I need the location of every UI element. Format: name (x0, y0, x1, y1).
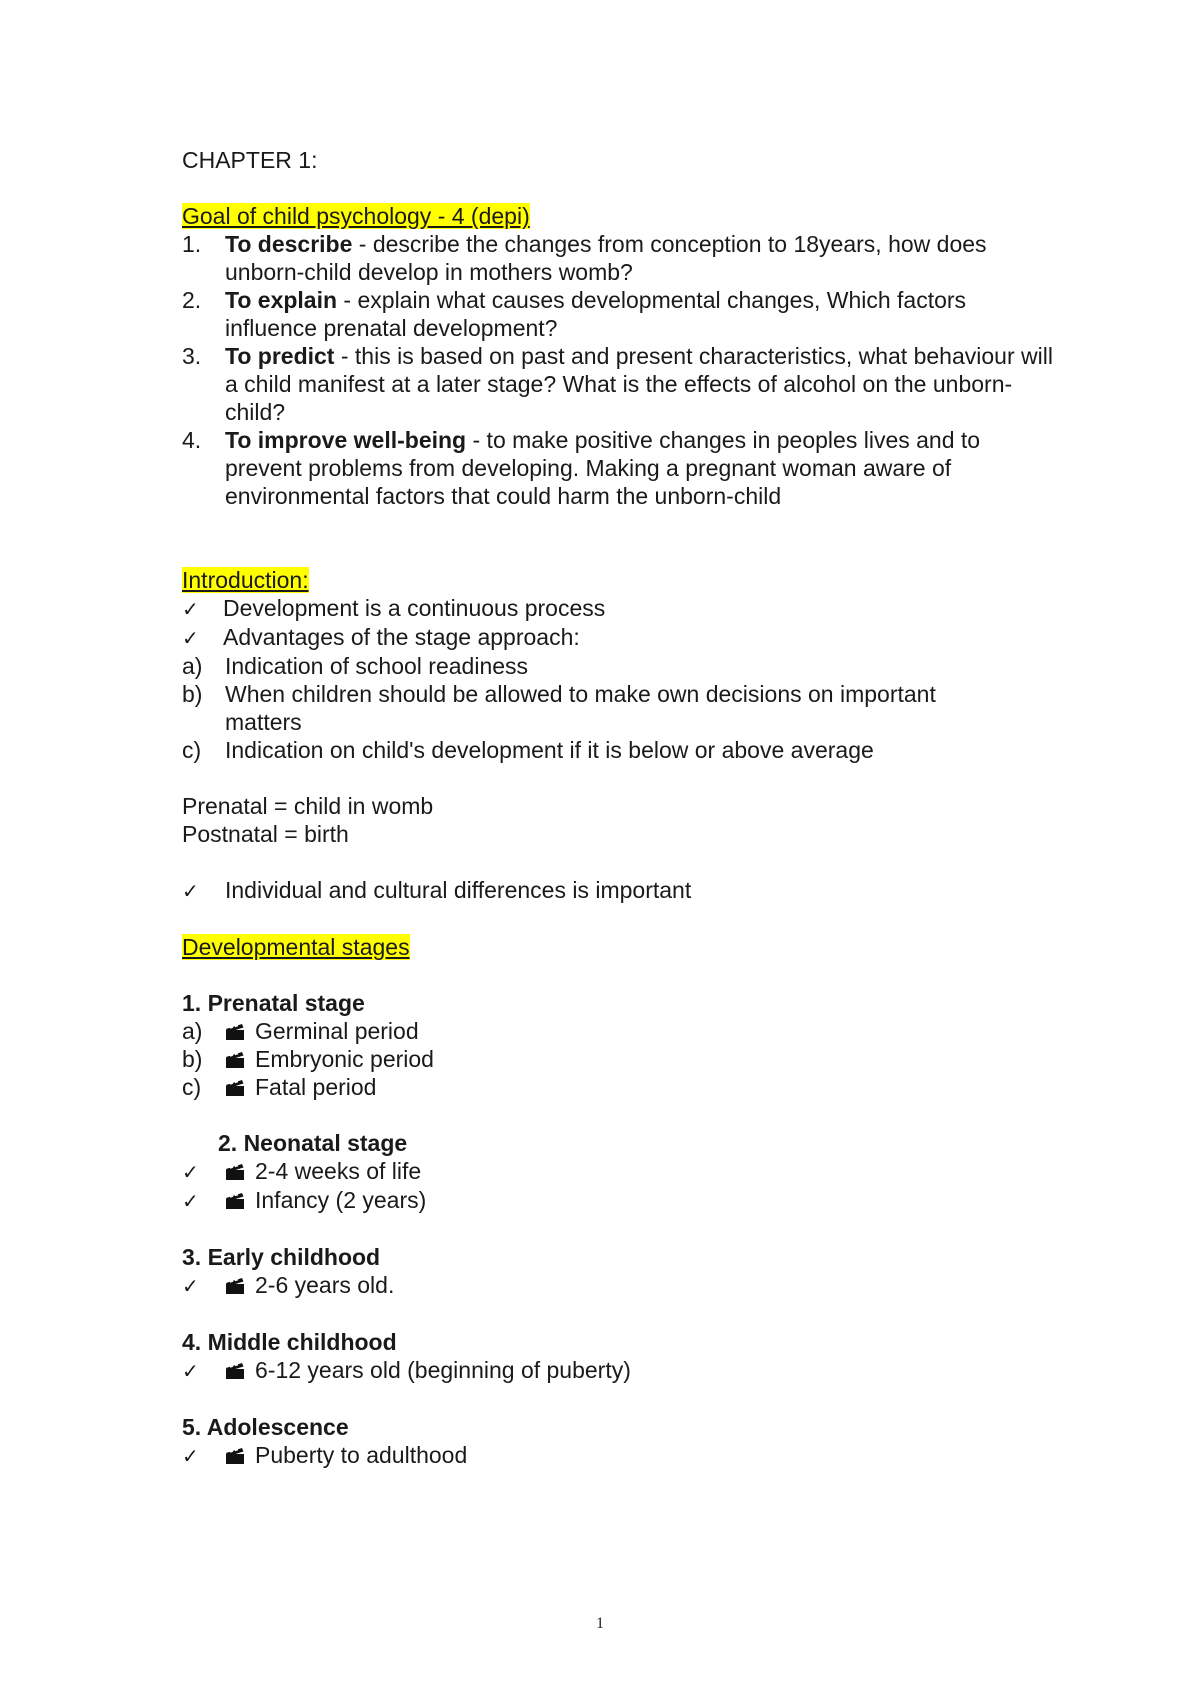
goal-text: - to make positive changes in peoples lives and to prevent problems from developing. Making a pregnant woman aware of environmental factors that could harm the unborn-child (225, 427, 981, 509)
goal-term: To improve well-being (225, 427, 467, 453)
goal-term: To explain (225, 287, 338, 313)
goal-item (182, 342, 1062, 426)
stage-item (182, 1356, 1062, 1385)
goal-item (182, 426, 1062, 510)
intro-check-item (182, 594, 1062, 623)
page-number: 1 (596, 1615, 604, 1632)
stage-item (182, 1157, 1062, 1186)
goal-term: To describe (225, 231, 353, 257)
stage-title-neonatal: 2. Neonatal stage (218, 1130, 408, 1156)
intro-lettered-text: Indication of school readiness (225, 653, 529, 679)
goal-number: 4. (182, 427, 202, 453)
goal-text: - explain what causes developmental changes, Which factors influence prenatal development? (225, 287, 967, 341)
list-letter: a) (182, 1018, 203, 1044)
stage-item-text: Germinal period (255, 1018, 419, 1044)
stage-item (182, 1073, 1062, 1101)
intro-note (182, 876, 1062, 905)
stage-item-text: Infancy (2 years) (255, 1187, 427, 1213)
clapperboard-icon (225, 1447, 245, 1465)
stage-item-text: 6-12 years old (beginning of puberty) (255, 1357, 631, 1383)
check-icon: ✓ (182, 1359, 199, 1383)
document-body (182, 146, 1062, 1470)
clapperboard-icon (225, 1192, 245, 1210)
list-letter: b) (182, 681, 203, 707)
stage-title-early: 3. Early childhood (182, 1244, 381, 1270)
list-letter: c) (182, 737, 202, 763)
intro-lettered-text: Indication on child's development if it is below or above average (225, 737, 874, 763)
intro-check-text: Development is a continuous process (223, 595, 606, 621)
stage-item-text: Embryonic period (255, 1046, 434, 1072)
clapperboard-icon (225, 1023, 245, 1041)
list-letter: b) (182, 1046, 203, 1072)
stage-title-adolescence: 5. Adolescence (182, 1414, 349, 1440)
stages-heading: Developmental stages (182, 934, 410, 960)
check-icon: ✓ (182, 1189, 199, 1213)
list-letter: c) (182, 1074, 202, 1100)
stage-title-prenatal: 1. Prenatal stage (182, 990, 365, 1016)
goal-item (182, 286, 1062, 342)
goal-number: 1. (182, 231, 202, 257)
prenatal-definition: Prenatal = child in womb (182, 793, 434, 819)
check-icon: ✓ (182, 597, 199, 621)
intro-lettered-item (182, 736, 1062, 764)
goal-number: 2. (182, 287, 202, 313)
clapperboard-icon (225, 1362, 245, 1380)
clapperboard-icon (225, 1277, 245, 1295)
goal-number: 3. (182, 343, 202, 369)
goals-heading: Goal of child psychology - 4 (depi) (182, 203, 530, 229)
check-icon: ✓ (182, 626, 199, 650)
check-icon: ✓ (182, 1274, 199, 1298)
goal-text: - describe the changes from conception to 18years, how does unborn-child develop in mothers womb? (225, 231, 987, 285)
goal-term: To predict (225, 343, 335, 369)
check-icon: ✓ (182, 879, 199, 903)
postnatal-definition: Postnatal = birth (182, 821, 349, 847)
goal-item (182, 230, 1062, 286)
intro-lettered-item (182, 680, 1062, 736)
check-icon: ✓ (182, 1160, 199, 1184)
stage-item (182, 1045, 1062, 1073)
intro-note-text: Individual and cultural differences is important (225, 877, 692, 903)
stage-item (182, 1441, 1062, 1470)
clapperboard-icon (225, 1079, 245, 1097)
stage-item (182, 1271, 1062, 1300)
list-letter: a) (182, 653, 203, 679)
stage-item-text: Puberty to adulthood (255, 1442, 468, 1468)
stage-item (182, 1017, 1062, 1045)
intro-check-text: Advantages of the stage approach: (223, 624, 580, 650)
goal-text: - this is based on past and present characteristics, what behaviour will a child manifest at a later stage? What is the effects of alcohol on the unborn-child? (225, 343, 1053, 425)
intro-lettered-text: When children should be allowed to make own decisions on important matters (225, 681, 936, 735)
introduction-heading: Introduction: (182, 567, 309, 593)
intro-check-item (182, 623, 1062, 652)
stage-item-text: 2-4 weeks of life (255, 1158, 422, 1184)
clapperboard-icon (225, 1051, 245, 1069)
check-icon: ✓ (182, 1444, 199, 1468)
clapperboard-icon (225, 1163, 245, 1181)
stage-item-text: Fatal period (255, 1074, 377, 1100)
stage-title-middle: 4. Middle childhood (182, 1329, 397, 1355)
chapter-title: CHAPTER 1: (182, 147, 318, 173)
stage-item (182, 1186, 1062, 1215)
stage-item-text: 2-6 years old. (255, 1272, 395, 1298)
intro-lettered-item (182, 652, 1062, 680)
